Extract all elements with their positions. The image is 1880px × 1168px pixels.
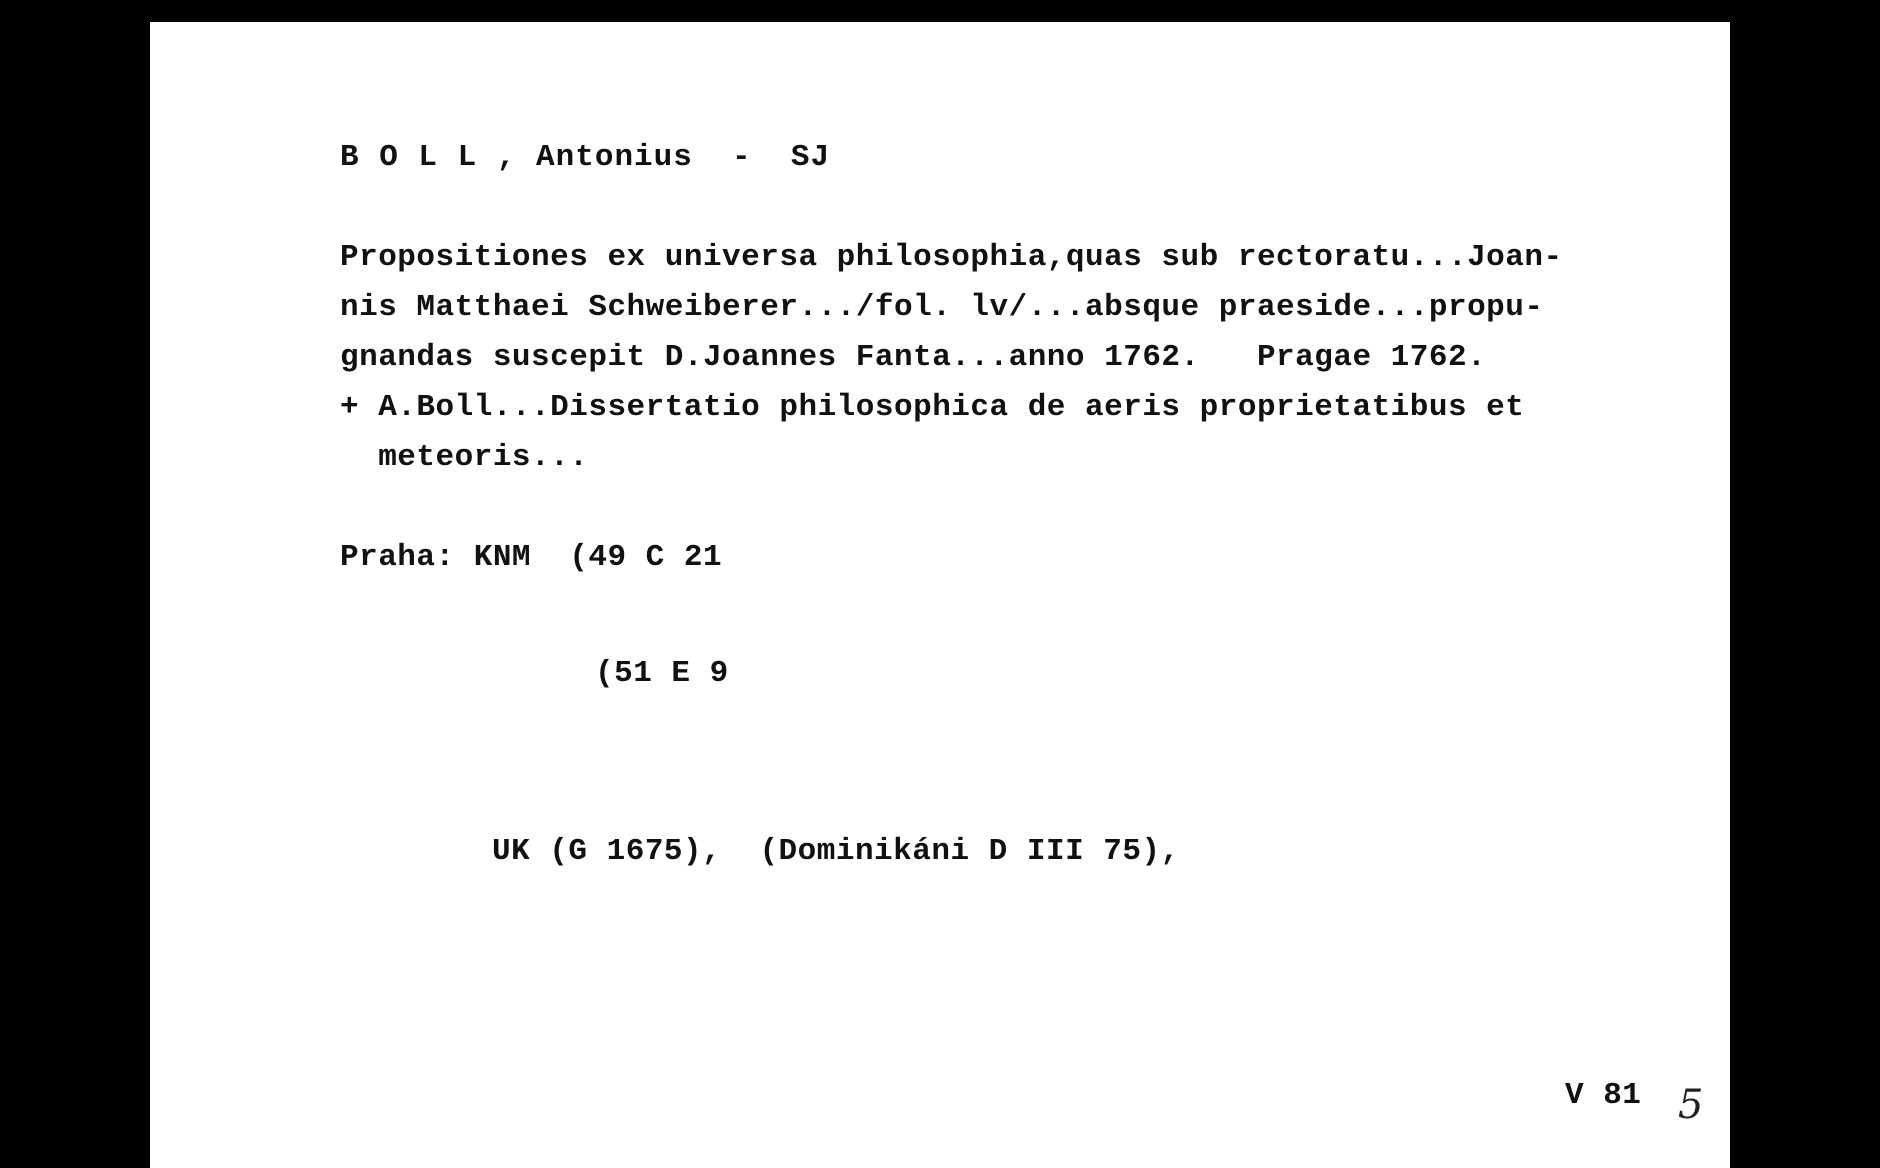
- title-line-1: Propositiones ex universa philosophia,quas sub rectoratu...Joan-: [340, 240, 1563, 275]
- shelf-mark: V 81: [1565, 1078, 1642, 1113]
- handwritten-number: 5: [1678, 1082, 1704, 1128]
- card-heading: B O L L , Antonius - SJ: [340, 140, 831, 175]
- title-line-3: gnandas suscepit D.Joannes Fanta...anno 1762. Pragae 1762.: [340, 340, 1487, 375]
- holdings-uk: UK (G 1675), (Dominikáni D III 75),: [492, 834, 1180, 869]
- title-line-5: meteoris...: [340, 440, 589, 475]
- holdings-praha-knm: Praha: KNM (49 C 21: [340, 540, 723, 575]
- catalog-card: [150, 22, 1730, 1168]
- title-line-4: + A.Boll...Dissertatio philosophica de aeris proprietatibus et: [340, 390, 1525, 425]
- holdings-knm-second: (51 E 9: [595, 656, 729, 691]
- title-line-2: nis Matthaei Schweiberer.../fol. lv/...absque praeside...propu-: [340, 290, 1544, 325]
